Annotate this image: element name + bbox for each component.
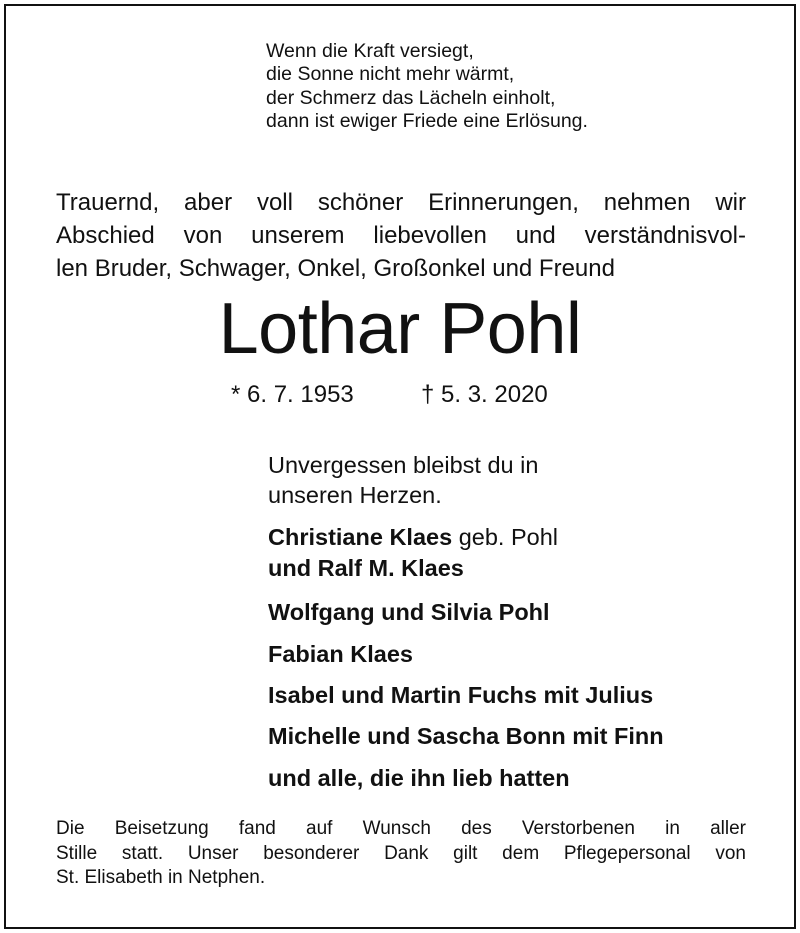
mourner-ralf: und Ralf M. Klaes	[268, 555, 464, 581]
death-date: † 5. 3. 2020	[421, 381, 548, 408]
mourner-wolfgang: Wolfgang und Silvia Pohl	[268, 599, 550, 625]
intro-line: Abschied von unserem liebevollen und verständnisvol-	[56, 222, 746, 249]
poem-line: Wenn die Kraft versiegt,	[266, 40, 474, 62]
poem	[266, 40, 588, 133]
footer-line: Stille statt. Unser besonderer Dank gilt dem Pflegepersonal von	[56, 842, 746, 864]
intro-line: len Bruder, Schwager, Onkel, Großonkel und Freund	[56, 255, 615, 282]
motto	[268, 450, 538, 510]
funeral-note	[56, 817, 746, 891]
poem-line: dann ist ewiger Friede eine Erlösung.	[266, 109, 588, 132]
intro-line: Trauernd, aber voll schöner Erinnerungen, nehmen wir	[56, 189, 746, 216]
maiden-name: geb. Pohl	[458, 524, 558, 550]
mourner-michelle: Michelle und Sascha Bonn mit Finn	[268, 723, 664, 749]
mourner-christiane	[268, 522, 558, 552]
poem-line: die Sonne nicht mehr wärmt,	[266, 63, 515, 86]
mourner-fabian: Fabian Klaes	[268, 641, 413, 667]
mourner-all: und alle, die ihn lieb hatten	[268, 765, 570, 791]
motto-line: Unvergessen bleibst du in	[268, 452, 539, 478]
poem-line: der Schmerz das Lächeln einholt,	[266, 86, 556, 109]
deceased-name: Lothar Pohl	[218, 289, 582, 369]
mourner-name: Christiane Klaes	[268, 524, 453, 550]
footer-line: St. Elisabeth in Netphen.	[56, 867, 266, 888]
birth-date: * 6. 7. 1953	[231, 381, 354, 408]
motto-line: unseren Herzen.	[268, 482, 442, 508]
intro-text	[56, 186, 746, 285]
mourner-isabel: Isabel und Martin Fuchs mit Julius	[268, 682, 654, 708]
footer-line: Die Beisetzung fand auf Wunsch des Verstorbenen in aller	[56, 818, 746, 839]
